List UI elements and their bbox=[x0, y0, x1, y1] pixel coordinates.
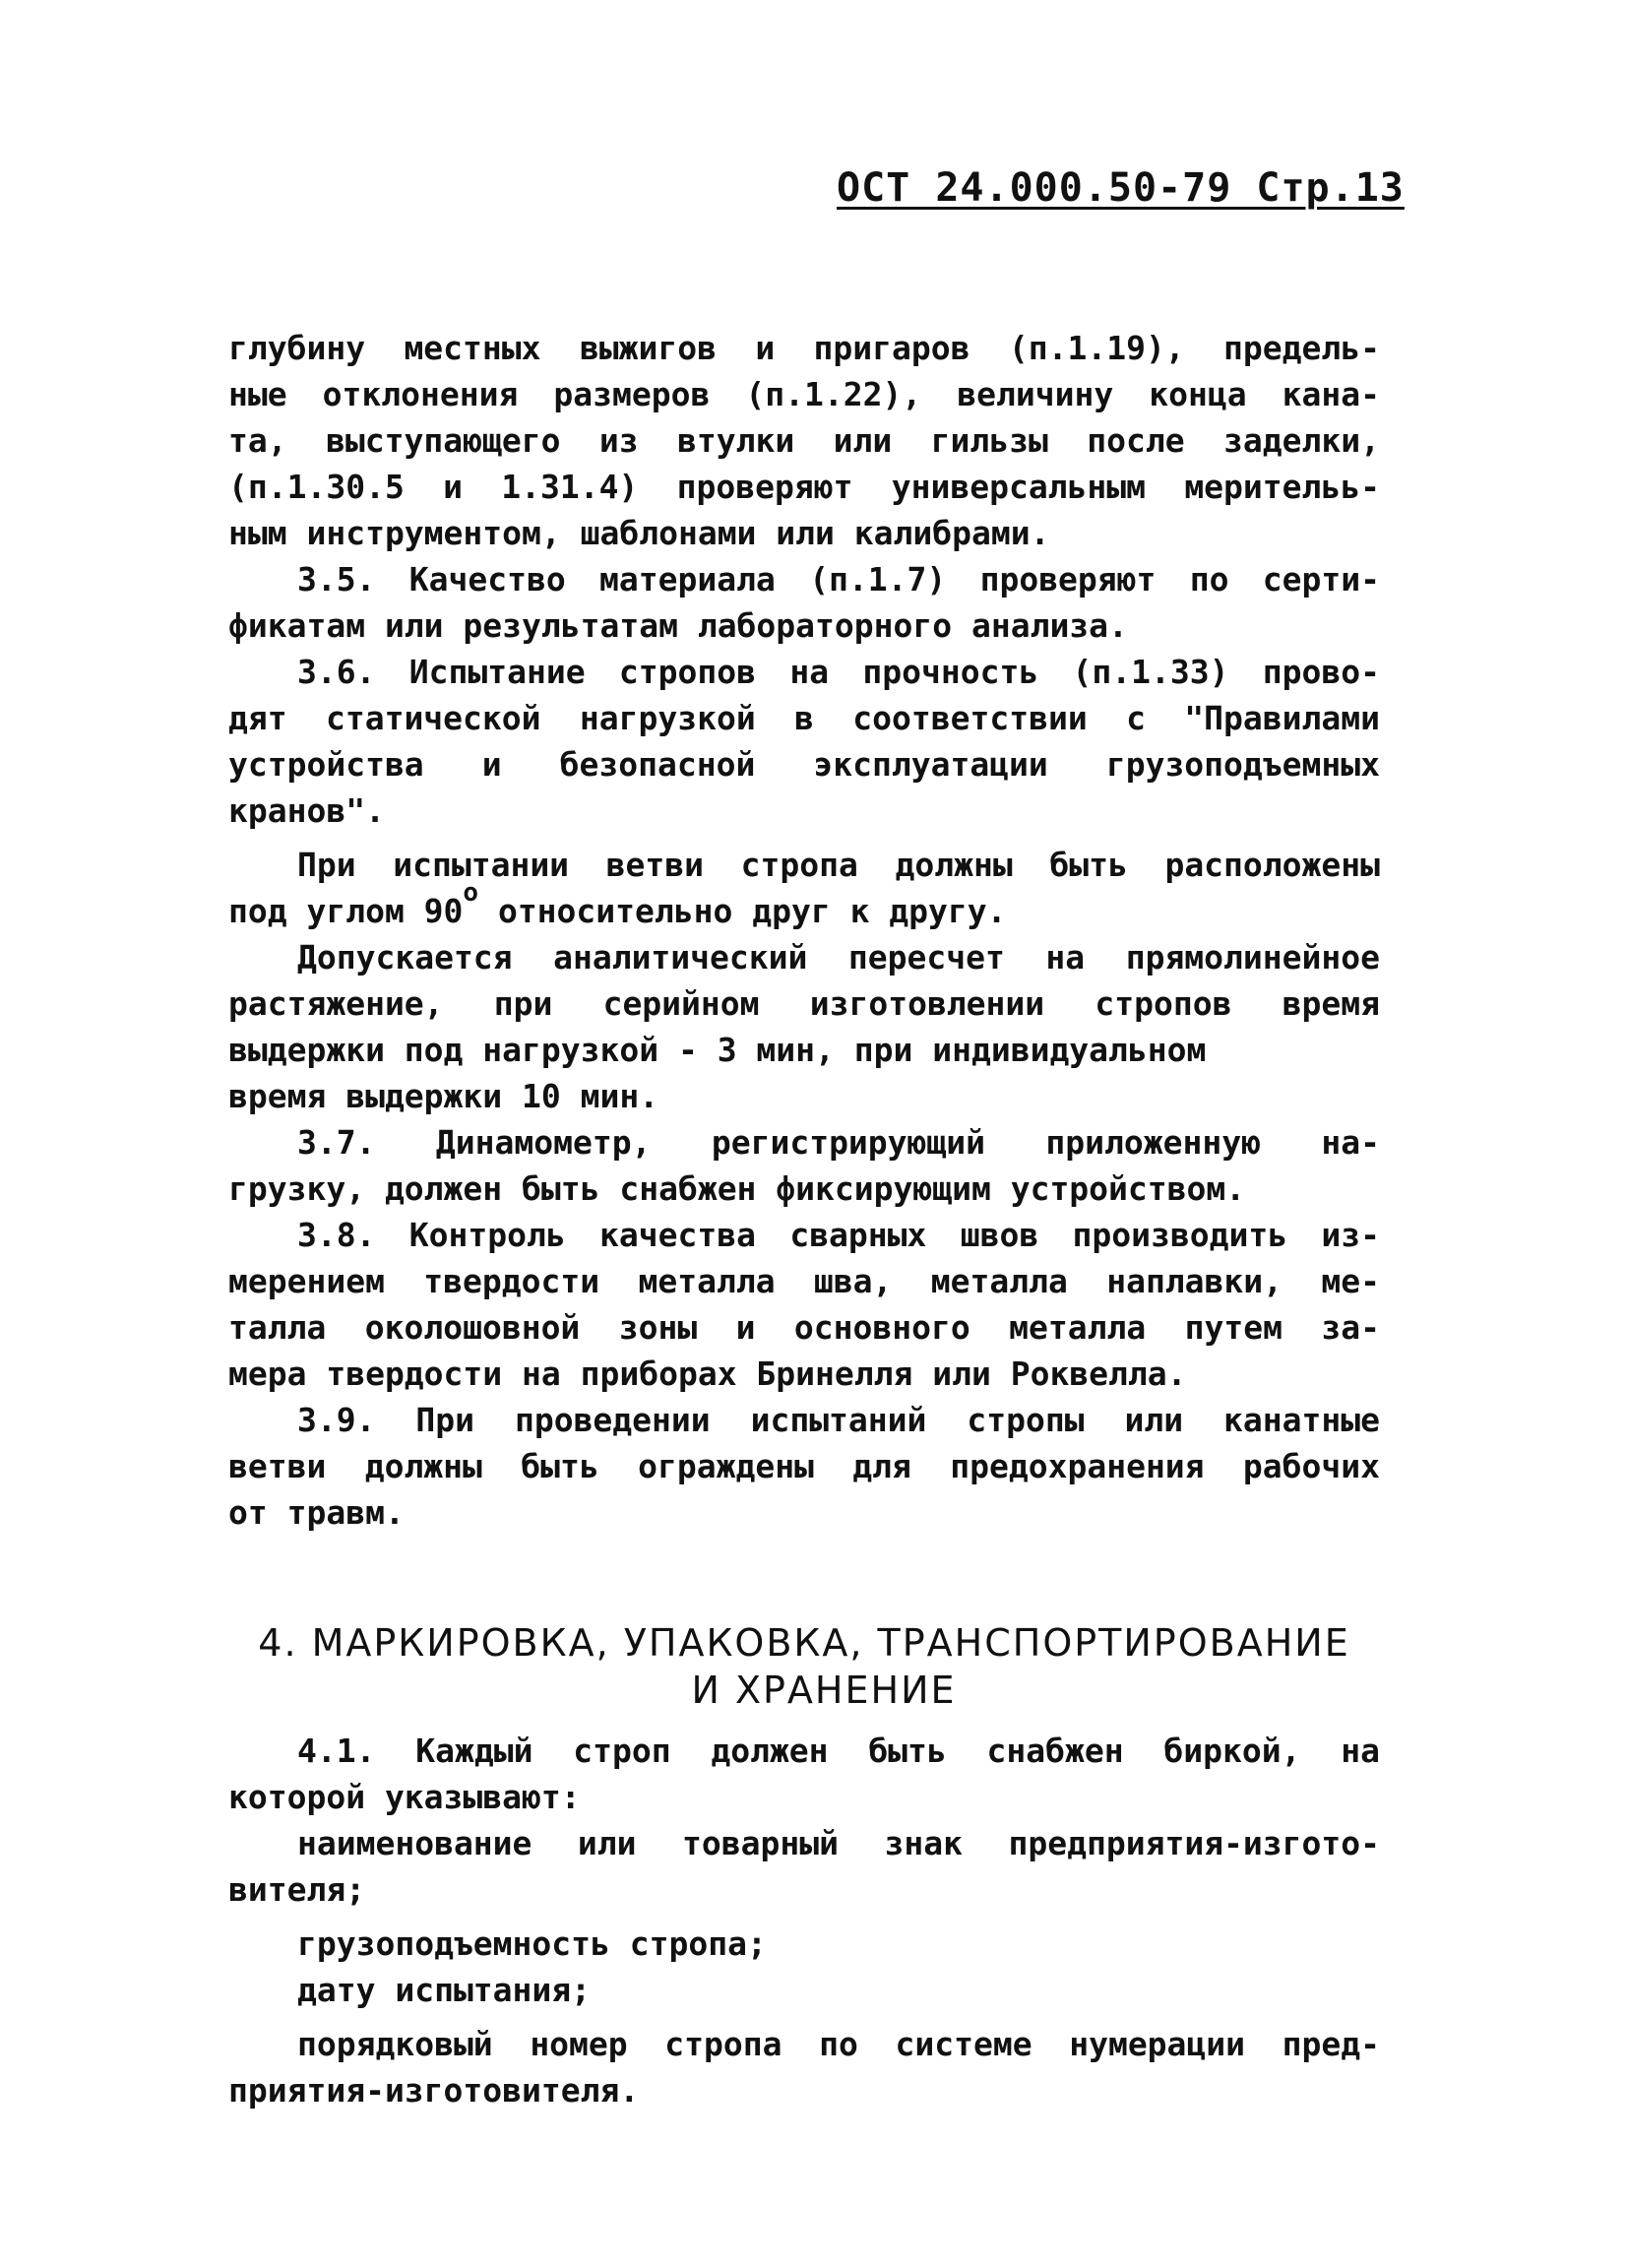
list-item: грузоподъемность стропа; bbox=[297, 1924, 767, 1963]
list-item: наименование или товарный знак предприятия-изгото- bbox=[297, 1824, 1380, 1862]
paragraph-3-8-line: мерением твердости металла шва, металла наплавки, ме- bbox=[228, 1262, 1380, 1300]
paragraph-3-5-line: 3.5. Качество материала (п.1.7) проверяют по серти- bbox=[297, 560, 1380, 598]
text-line: ным инструментом, шаблонами или калибрами. bbox=[228, 514, 1050, 552]
paragraph-calc-line: время выдержки 10 мин. bbox=[228, 1077, 659, 1115]
angle-text-rest: относительно друг к другу. bbox=[478, 892, 1007, 930]
section-4-body bbox=[228, 1728, 1380, 2113]
section-4-heading-line-2: И ХРАНЕНИЕ bbox=[691, 1669, 957, 1712]
list-item: порядковый номер стропа по системе нумерации пред- bbox=[297, 2025, 1380, 2063]
paragraph-3-8-line: талла околошовной зоны и основного металла путем за- bbox=[228, 1308, 1380, 1347]
paragraph-3-7-line: 3.7. Динамометр, регистрирующий приложенную на- bbox=[297, 1123, 1380, 1162]
paragraph-3-6-line: кранов". bbox=[228, 791, 385, 830]
angle-text: под углом 90 bbox=[228, 892, 464, 930]
paragraph-test-line: При испытании ветви стропа должны быть расположены bbox=[297, 846, 1380, 884]
text-line: глубину местных выжигов и пригаров (п.1.19), предель- bbox=[228, 329, 1380, 367]
list-item: дату испытания; bbox=[297, 1971, 592, 2009]
paragraph-calc-line: Допускается аналитический пересчет на прямолинейное bbox=[297, 938, 1380, 976]
section-3-continued bbox=[228, 325, 1380, 1536]
paragraph-3-6-line: устройства и безопасной эксплуатации грузоподъемных bbox=[228, 745, 1380, 784]
paragraph-calc-line: растяжение, при серийном изготовлении стропов время bbox=[228, 984, 1380, 1023]
paragraph-3-9-line: от травм. bbox=[228, 1493, 405, 1532]
paragraph-3-8-line: 3.8. Контроль качества сварных швов производить из- bbox=[297, 1216, 1380, 1254]
text-line: ные отклонения размеров (п.1.22), величину конца кана- bbox=[228, 375, 1380, 413]
paragraph-3-5-line: фикатам или результатам лабораторного анализа. bbox=[228, 606, 1128, 645]
paragraph-test-angle-line bbox=[228, 878, 1380, 934]
text-line: (п.1.30.5 и 1.31.4) проверяют универсальным мерительь- bbox=[228, 468, 1380, 506]
text-line: та, выступающего из втулки или гильзы после заделки, bbox=[228, 421, 1380, 460]
document-reference-header: ОСТ 24.000.50-79 Стр.13 bbox=[837, 165, 1405, 211]
paragraph-calc-line: выдержки под нагрузкой - 3 мин, при индивидуальном bbox=[228, 1031, 1207, 1069]
paragraph-4-1-line: 4.1. Каждый строп должен быть снабжен биркой, на bbox=[297, 1732, 1380, 1770]
paragraph-3-7-line: грузку, должен быть снабжен фиксирующим устройством. bbox=[228, 1169, 1246, 1208]
paragraph-3-9-line: 3.9. При проведении испытаний стропы или канатные bbox=[297, 1401, 1380, 1439]
paragraph-4-1-line: которой указывают: bbox=[228, 1778, 581, 1816]
section-4-heading bbox=[228, 1619, 1380, 1714]
paragraph-3-8-line: мера твердости на приборах Бринелля или Роквелла. bbox=[228, 1354, 1187, 1393]
section-4-heading-line-1: 4. МАРКИРОВКА, УПАКОВКА, ТРАНСПОРТИРОВАНИЕ bbox=[258, 1621, 1350, 1665]
list-item-continuation: приятия-изготовителя. bbox=[228, 2071, 640, 2110]
list-item-continuation: вителя; bbox=[228, 1870, 366, 1909]
paragraph-3-9-line: ветви должны быть ограждены для предохранения рабочих bbox=[228, 1447, 1380, 1485]
degree-superscript: о bbox=[463, 878, 479, 908]
paragraph-3-6-line: дят статической нагрузкой в соответствии с "Правилами bbox=[228, 699, 1380, 737]
paragraph-3-6-line: 3.6. Испытание стропов на прочность (п.1.33) прово- bbox=[297, 653, 1380, 691]
